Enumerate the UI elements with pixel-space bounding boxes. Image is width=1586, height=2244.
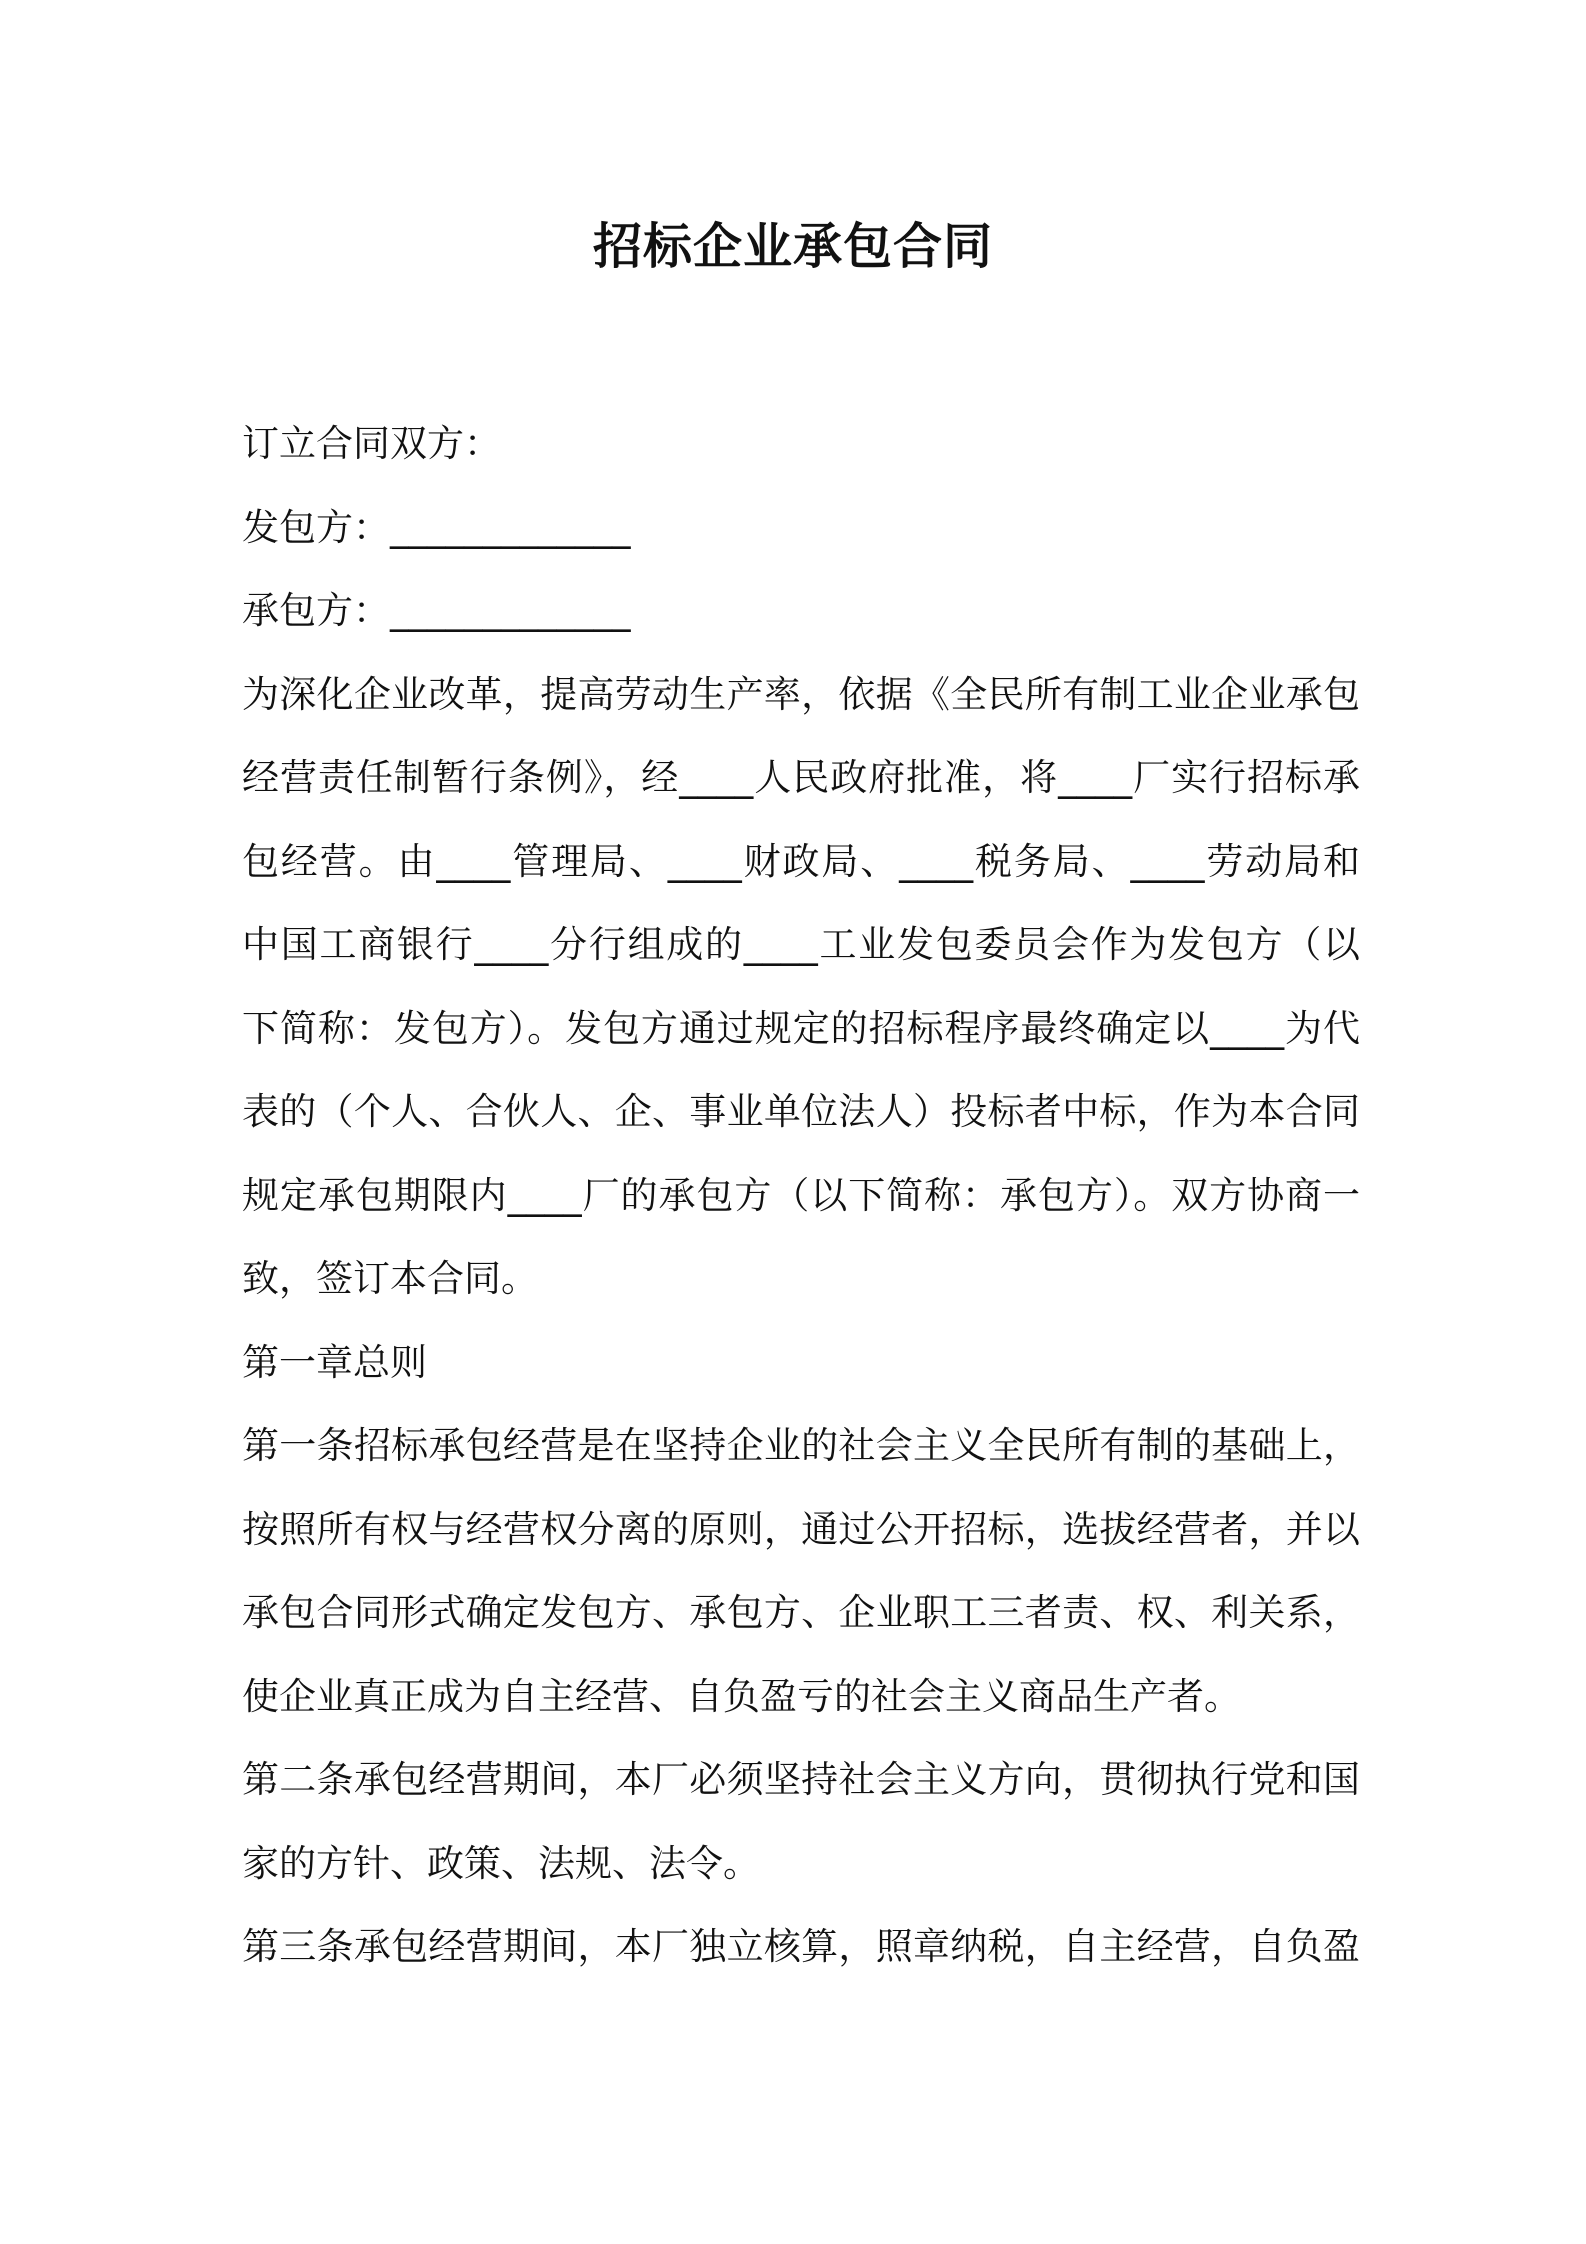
- document-title: 招标企业承包合同: [592, 218, 993, 275]
- text-line: 订立合同双方：: [242, 422, 501, 465]
- text-line: 经营责任制暂行条例》，经____人民政府批准，将____厂实行招标承: [242, 756, 1360, 799]
- text-line: 致，签订本合同。: [242, 1257, 538, 1300]
- text-line: 包经营。由____管理局、____财政局、____税务局、____劳动局和: [242, 839, 1360, 883]
- document-body: [242, 402, 1360, 1989]
- text-line: 中国工商银行____分行组成的____工业发包委员会作为发包方（以: [242, 923, 1360, 966]
- text-line: 为深化企业改革，提高劳动生产率，依据《全民所有制工业企业承包: [242, 672, 1360, 716]
- text-line: 表的（个人、合伙人、企、事业单位法人）投标者中标，作为本合同: [242, 1090, 1360, 1133]
- text-line: 下简称：发包方）。发包方通过规定的招标程序最终确定以____为代: [242, 1006, 1360, 1050]
- text-line: 使企业真正成为自主经营、自负盈亏的社会主义商品生产者。: [242, 1674, 1241, 1718]
- text-line: 第一条招标承包经营是在坚持企业的社会主义全民所有制的基础上，: [242, 1424, 1360, 1467]
- text-line: 发包方：_____________: [242, 505, 631, 549]
- text-line: 按照所有权与经营权分离的原则，通过公开招标，选拔经营者，并以: [242, 1507, 1360, 1551]
- chapter-heading: 第一章总则: [242, 1340, 427, 1384]
- text-line: 承包方：_____________: [242, 589, 631, 632]
- text-line: 第三条承包经营期间，本厂独立核算，照章纳税，自主经营，自负盈: [242, 1925, 1360, 1968]
- text-line: 规定承包期限内____厂的承包方（以下简称：承包方）。双方协商一: [242, 1173, 1360, 1217]
- text-line: 家的方针、政策、法规、法令。: [242, 1841, 760, 1885]
- text-line: 第二条承包经营期间，本厂必须坚持社会主义方向，贯彻执行党和国: [242, 1758, 1360, 1801]
- text-line: 承包合同形式确定发包方、承包方、企业职工三者责、权、利关系，: [242, 1591, 1360, 1634]
